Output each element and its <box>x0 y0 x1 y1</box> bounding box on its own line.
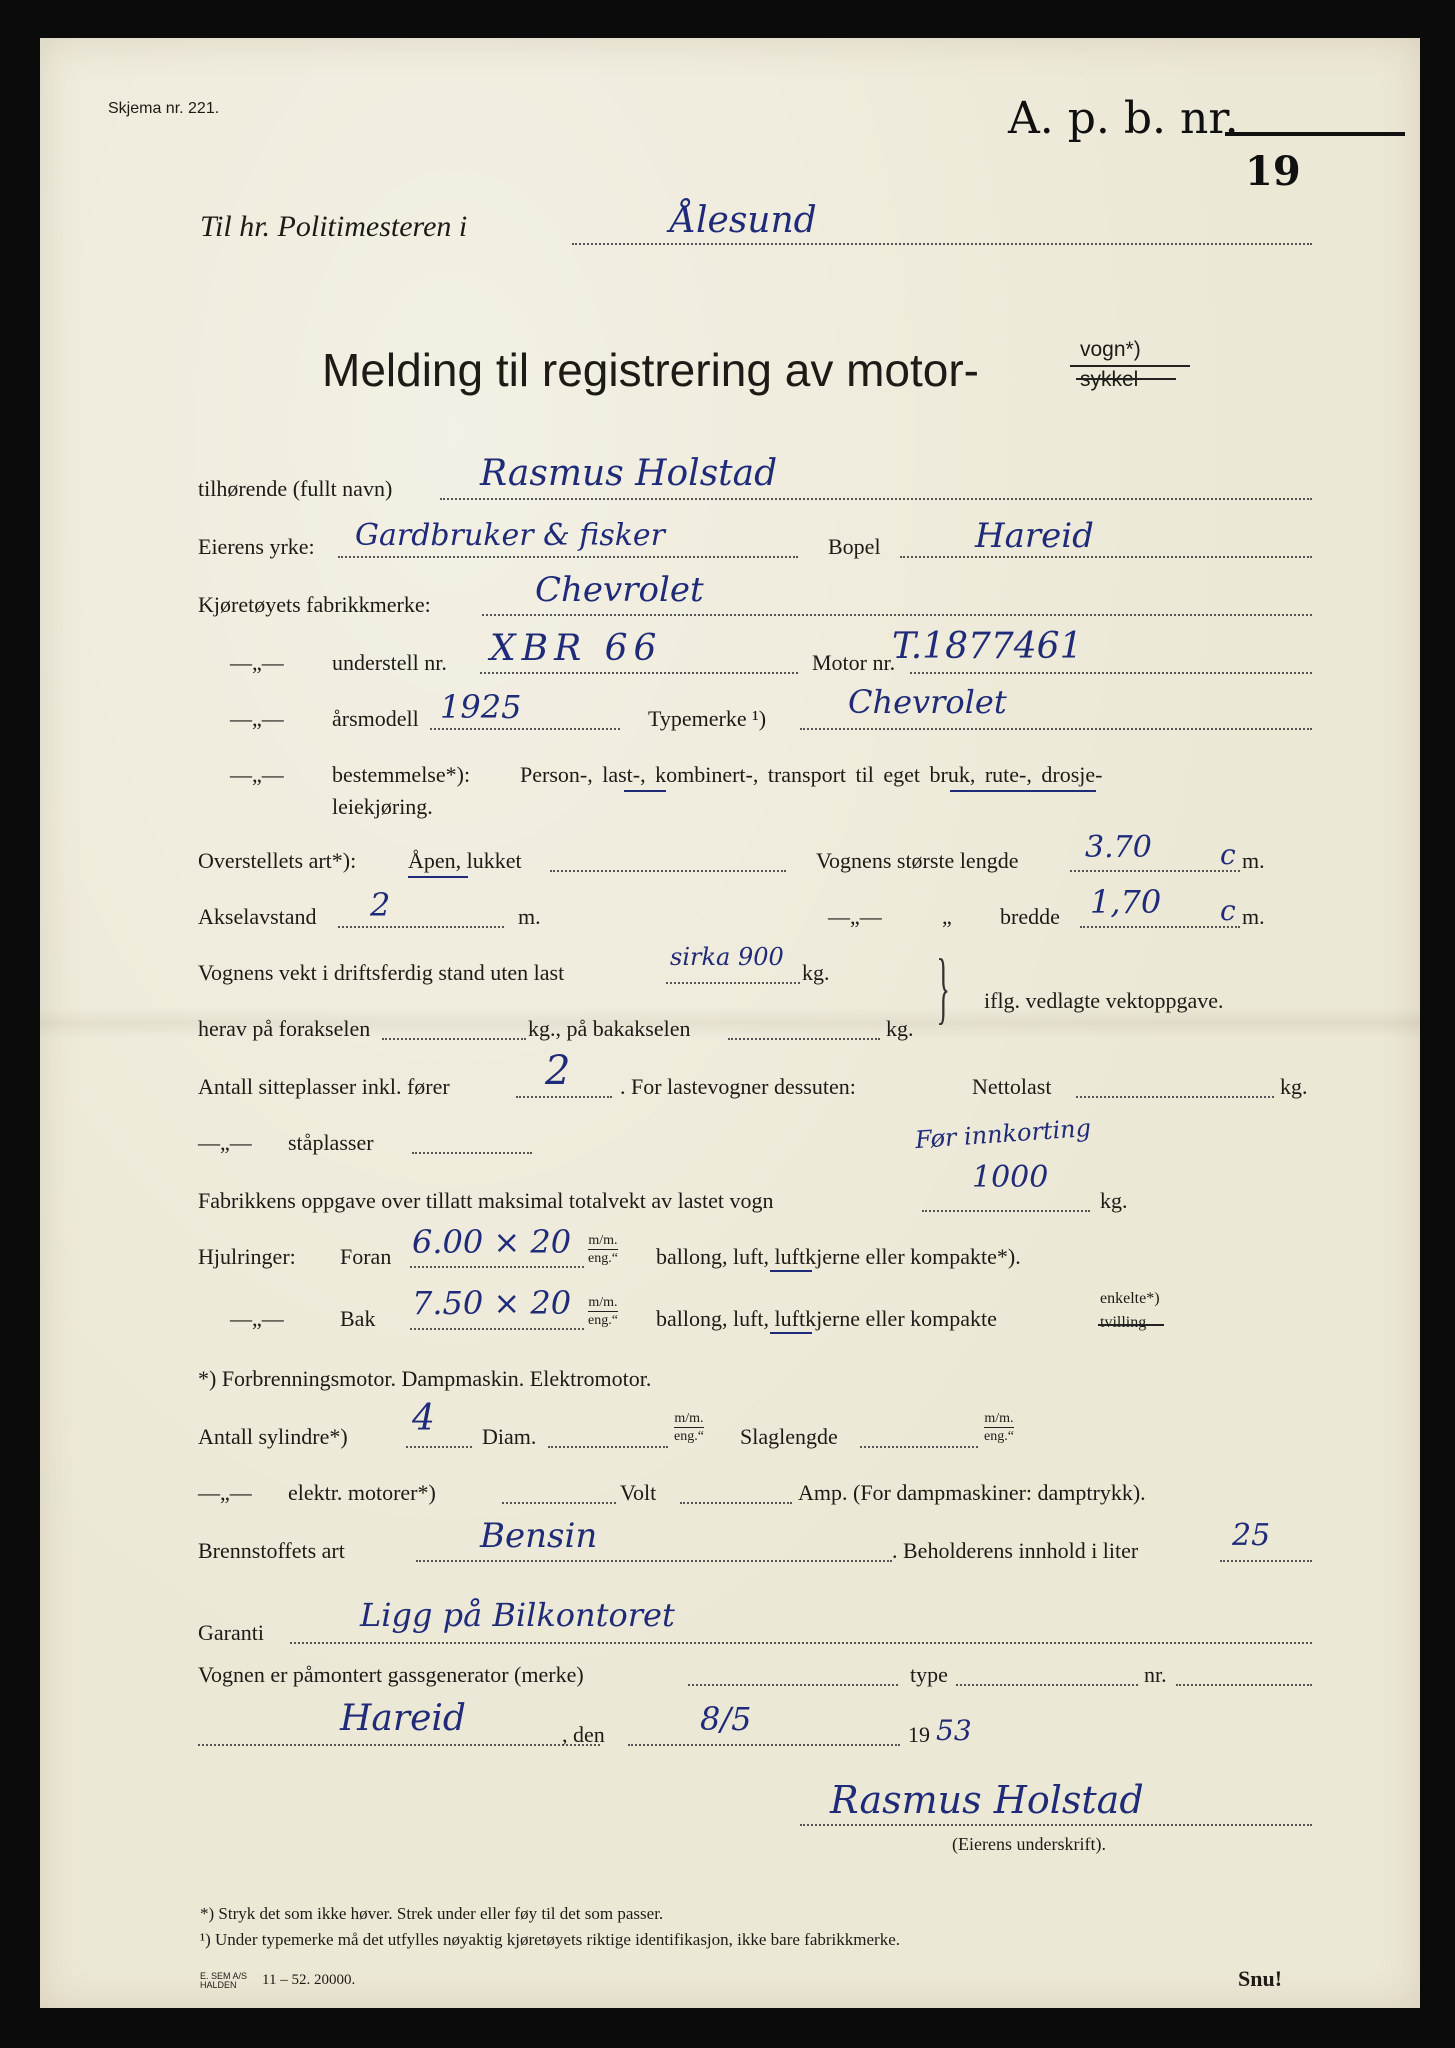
weight-value: sirka 900 <box>670 943 784 971</box>
front-axle-label: herav på forakselen <box>198 1016 371 1041</box>
occupation-value: Gardbruker & fisker <box>355 518 665 553</box>
body-open-underline <box>408 876 468 878</box>
residence-line <box>900 556 1312 558</box>
volt-label: Volt <box>620 1480 657 1505</box>
length-unit: m. <box>1242 848 1265 873</box>
addressee-line <box>572 243 1312 245</box>
print-run: 11 – 52. 20000. <box>262 1972 356 1988</box>
weight-line <box>666 982 800 984</box>
max-weight-unit: kg. <box>1100 1188 1128 1213</box>
year-value: 1925 <box>440 688 522 726</box>
fuel-label: Brennstoffets art <box>198 1538 345 1563</box>
place-value: Hareid <box>340 1698 466 1739</box>
standing-label: ståplasser <box>288 1130 374 1155</box>
gasgen-line <box>688 1684 898 1686</box>
chassis-value: XBR 66 <box>490 628 663 669</box>
occupation-line <box>338 556 798 558</box>
residence-value: Hareid <box>975 516 1094 556</box>
rear-axle-label: kg., på bakakselen <box>528 1016 691 1041</box>
motor-label: Motor nr. <box>812 650 896 675</box>
front-label: Foran <box>340 1244 392 1269</box>
fuel-line <box>416 1560 892 1562</box>
rings-label: Hjulringer: <box>198 1244 296 1269</box>
rear-tire-line <box>410 1328 584 1330</box>
form-number: Skjema nr. 221. <box>108 100 220 117</box>
signature-line <box>800 1824 1312 1826</box>
year-line <box>430 728 620 730</box>
twin-strikethrough <box>1098 1324 1164 1326</box>
electric-label: elektr. motorer*) <box>288 1480 436 1505</box>
wheelbase-value: 2 <box>370 886 391 924</box>
gasgen-type-line <box>956 1684 1138 1686</box>
netload-line <box>1076 1096 1274 1098</box>
rear-label: Bak <box>340 1306 376 1331</box>
gasgen-type-label: type <box>910 1662 948 1687</box>
stroke-line <box>860 1446 978 1448</box>
title-option-vogn: vogn*) <box>1080 338 1141 361</box>
cylinders-label: Antall sylindre*) <box>198 1424 348 1449</box>
front-luft-underline <box>770 1270 812 1272</box>
wheelbase-label: Akselavstand <box>198 904 317 929</box>
make-line <box>482 614 1312 616</box>
ditto-year: —„— <box>230 706 284 731</box>
volt-line <box>680 1502 792 1504</box>
rear-tire-types: ballong, luft, luftkjerne eller kompakte <box>656 1306 997 1331</box>
fuel-value: Bensin <box>480 1516 598 1556</box>
length-value: 3.70 <box>1085 830 1152 865</box>
front-tire-types: ballong, luft, luftkjerne eller kompakte*). <box>656 1244 1021 1269</box>
weight-unit: kg. <box>802 960 830 985</box>
type-value: Chevrolet <box>848 683 1007 721</box>
form-title: Melding til registrering av motor- <box>322 344 980 396</box>
purpose-own-use-underline <box>950 790 1096 792</box>
max-weight-note: Før innkorting <box>914 1113 1092 1155</box>
width-label: bredde <box>1000 904 1060 929</box>
chassis-line <box>480 672 798 674</box>
tank-label: . Beholderens innhold i liter <box>892 1538 1139 1563</box>
amp-label: Amp. (For dampmaskiner: damptrykk). <box>798 1480 1146 1505</box>
printer-mark: E. SEM A/S HALDEN <box>200 1971 248 1990</box>
seats-value: 2 <box>545 1048 571 1094</box>
chassis-label: understell nr. <box>332 650 447 675</box>
ditto-chassis: —„— <box>230 650 284 675</box>
length-unit-hw: c <box>1220 838 1236 871</box>
netload-label: Nettolast <box>972 1074 1052 1099</box>
motor-value: T.1877461 <box>892 626 1083 667</box>
wheelbase-unit: m. <box>518 904 541 929</box>
purpose-line2: leiekjøring. <box>332 794 433 819</box>
owner-name-label: tilhørende (fullt navn) <box>198 476 393 501</box>
date-line <box>628 1744 900 1746</box>
type-label: Typemerke ¹) <box>648 706 767 731</box>
length-line <box>1070 870 1240 872</box>
ditto-rear: —„— <box>230 1306 284 1331</box>
guarantee-line <box>290 1642 1312 1644</box>
title-option-underline <box>1070 365 1190 367</box>
front-unit: m/m. eng.“ <box>588 1233 618 1266</box>
apb-number: 19 <box>1245 148 1301 195</box>
engine-types: *) Forbrenningsmotor. Dampmaskin. Elektromotor. <box>198 1366 652 1391</box>
year-label: årsmodell <box>332 706 419 731</box>
footnote-1: *) Stryk det som ikke høver. Strek under eller føy til det som passer. <box>200 1904 664 1923</box>
body-line <box>550 870 786 872</box>
place-line <box>198 1744 600 1746</box>
stroke-label: Slaglengde <box>740 1424 838 1449</box>
ditto-standing: —„— <box>198 1130 252 1155</box>
tank-value: 25 <box>1232 1518 1271 1553</box>
rear-axle-line <box>728 1038 880 1040</box>
gasgen-label: Vognen er påmontert gassgenerator (merke) <box>198 1662 584 1687</box>
owner-name: Rasmus Holstad <box>480 453 778 494</box>
footnote-2: ¹) Under typemerke må det utfylles nøyaktig kjøretøyets riktige identifikasjon, ikke bare fabrikkmerke. <box>200 1930 900 1949</box>
apb-underline <box>1225 132 1405 136</box>
motor-line <box>910 672 1312 674</box>
max-weight-value: 1000 <box>972 1160 1049 1195</box>
purpose-line1: Person-, last-, kombinert-, transport til eget bruk, rute-, drosje- <box>520 762 1103 787</box>
width-unit-hw: c <box>1220 894 1236 927</box>
body-value: Åpen, lukket <box>408 848 522 873</box>
front-tire-line <box>410 1266 584 1268</box>
purpose-label: bestemmelse*): <box>332 762 471 787</box>
width-unit: m. <box>1242 904 1265 929</box>
occupation-label: Eierens yrke: <box>198 534 315 559</box>
rear-unit: m/m. eng.“ <box>588 1295 618 1328</box>
stroke-unit: m/m. eng.“ <box>984 1411 1014 1444</box>
form-page <box>40 38 1420 2008</box>
date-value: 8/5 <box>700 1700 752 1738</box>
addressee-label: Til hr. Politimesteren i <box>200 210 468 243</box>
title-option-sykkel: sykkel <box>1080 368 1139 391</box>
make-value: Chevrolet <box>535 570 704 610</box>
purpose-last-underline <box>624 790 666 792</box>
guarantee-label: Garanti <box>198 1620 264 1645</box>
rear-tire-value: 7.50 × 20 <box>412 1284 572 1322</box>
length-label: Vognens største lengde <box>816 848 1019 873</box>
year-prefix: 19 <box>908 1722 930 1747</box>
front-tire-value: 6.00 × 20 <box>412 1223 572 1261</box>
wheelbase-line <box>338 926 504 928</box>
ditto-purpose: —„— <box>230 762 284 787</box>
sykkel-strikethrough <box>1076 378 1176 380</box>
max-weight-label: Fabrikkens oppgave over tillatt maksimal totalvekt av lastet vogn <box>198 1188 774 1213</box>
residence-label: Bopel <box>828 534 881 559</box>
gasgen-nr-label: nr. <box>1144 1662 1167 1687</box>
gasgen-nr-line <box>1176 1684 1312 1686</box>
weight-note: iflg. vedlagte vektoppgave. <box>984 988 1224 1013</box>
guarantee-value: Ligg på Bilkontoret <box>360 1596 675 1634</box>
weight-label: Vognens vekt i driftsferdig stand uten last <box>198 960 565 985</box>
seats-label: Antall sitteplasser inkl. fører <box>198 1074 450 1099</box>
rear-axle-unit: kg. <box>886 1016 914 1041</box>
diam-label: Diam. <box>482 1424 537 1449</box>
owner-name-line <box>440 498 1312 500</box>
cylinders-value: 4 <box>412 1398 435 1439</box>
netload-unit: kg. <box>1280 1074 1308 1099</box>
seats-line <box>516 1096 612 1098</box>
tank-line <box>1220 1560 1312 1562</box>
width-value: 1,70 <box>1090 883 1162 921</box>
max-weight-line <box>922 1210 1090 1212</box>
addressee-city: Ålesund <box>670 200 817 241</box>
turn-over: Snu! <box>1238 1966 1283 1991</box>
width-quote: „ <box>942 904 952 929</box>
cylinders-line <box>406 1446 472 1448</box>
rear-luft-underline <box>770 1332 812 1334</box>
diam-line <box>548 1446 668 1448</box>
diam-unit: m/m. eng.“ <box>674 1411 704 1444</box>
signature-label: (Eierens underskrift). <box>952 1834 1106 1854</box>
make-label: Kjøretøyets fabrikkmerke: <box>198 592 431 617</box>
ditto-electric: —„— <box>198 1480 252 1505</box>
apb-label: A. p. b. nr. <box>1008 93 1239 144</box>
electric-line <box>502 1502 616 1504</box>
type-line <box>800 728 1312 730</box>
brace: } <box>936 944 950 1032</box>
owner-signature: Rasmus Holstad <box>830 1778 1144 1822</box>
date-label: , den <box>562 1722 605 1747</box>
standing-line <box>412 1152 532 1154</box>
width-line <box>1080 926 1240 928</box>
year-suffix: 53 <box>936 1714 972 1747</box>
truck-label: . For lastevogner dessuten: <box>620 1074 856 1099</box>
body-label: Overstellets art*): <box>198 848 357 873</box>
ditto-width: —„— <box>828 904 882 929</box>
rear-single: enkelte*) <box>1100 1290 1160 1307</box>
rear-twin: tvilling <box>1100 1314 1147 1331</box>
front-axle-line <box>382 1038 526 1040</box>
